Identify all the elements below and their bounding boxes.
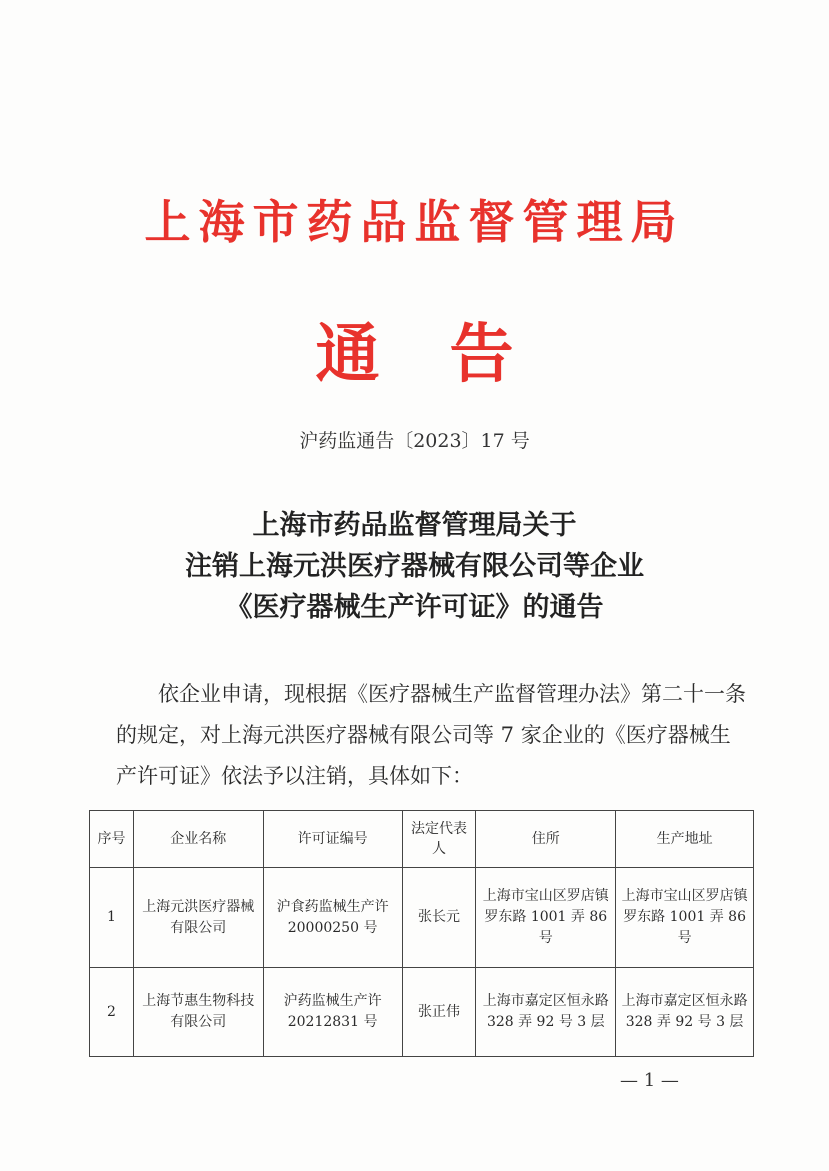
- header-rep: 法定代表人: [402, 811, 476, 868]
- document-number: 沪药监通告〔2023〕17 号: [299, 430, 530, 452]
- notice-title: [0, 505, 829, 628]
- cell-company: 上海节惠生物科技有限公司: [133, 968, 263, 1057]
- header-seq: 序号: [90, 811, 134, 868]
- page-number: — 1 —: [620, 1070, 679, 1091]
- body-paragraph: 依企业申请，现根据《医疗器械生产监督管理办法》第二十一条的规定，对上海元洪医疗器械有限公司等 7 家企业的《医疗器械生产许可证》依法予以注销，具体如下：: [116, 682, 746, 788]
- table-header-row: [90, 811, 754, 868]
- cell-company: 上海元洪医疗器械有限公司: [133, 868, 263, 968]
- table-row: [90, 968, 754, 1057]
- cell-license: 沪药监械生产许 20212831 号: [263, 968, 402, 1057]
- cell-prod-address: 上海市嘉定区恒永路 328 弄 92 号 3 层: [616, 968, 754, 1057]
- header-company: 企业名称: [133, 811, 263, 868]
- cell-license: 沪食药监械生产许 20000250 号: [263, 868, 402, 968]
- header-address: 住所: [476, 811, 616, 868]
- header-prod-address: 生产地址: [616, 811, 754, 868]
- title-line-2: 注销上海元洪医疗器械有限公司等企业: [185, 551, 644, 582]
- cell-address: 上海市嘉定区恒永路 328 弄 92 号 3 层: [476, 968, 616, 1057]
- title-line-3: 《医疗器械生产许可证》的通告: [225, 592, 604, 623]
- cell-rep: 张长元: [402, 868, 476, 968]
- title-line-1: 上海市药品监督管理局关于: [252, 510, 577, 541]
- cancellation-table: [89, 810, 754, 1057]
- cell-address: 上海市宝山区罗店镇罗东路 1001 弄 86 号: [476, 868, 616, 968]
- agency-name: 上海市药品监督管理局: [144, 195, 685, 249]
- cell-seq: 1: [90, 868, 134, 968]
- cell-seq: 2: [90, 968, 134, 1057]
- cell-rep: 张正伟: [402, 968, 476, 1057]
- table-row: [90, 868, 754, 968]
- notice-heading: 通告: [315, 317, 584, 392]
- cell-prod-address: 上海市宝山区罗店镇罗东路 1001 弄 86 号: [616, 868, 754, 968]
- header-license: 许可证编号: [263, 811, 402, 868]
